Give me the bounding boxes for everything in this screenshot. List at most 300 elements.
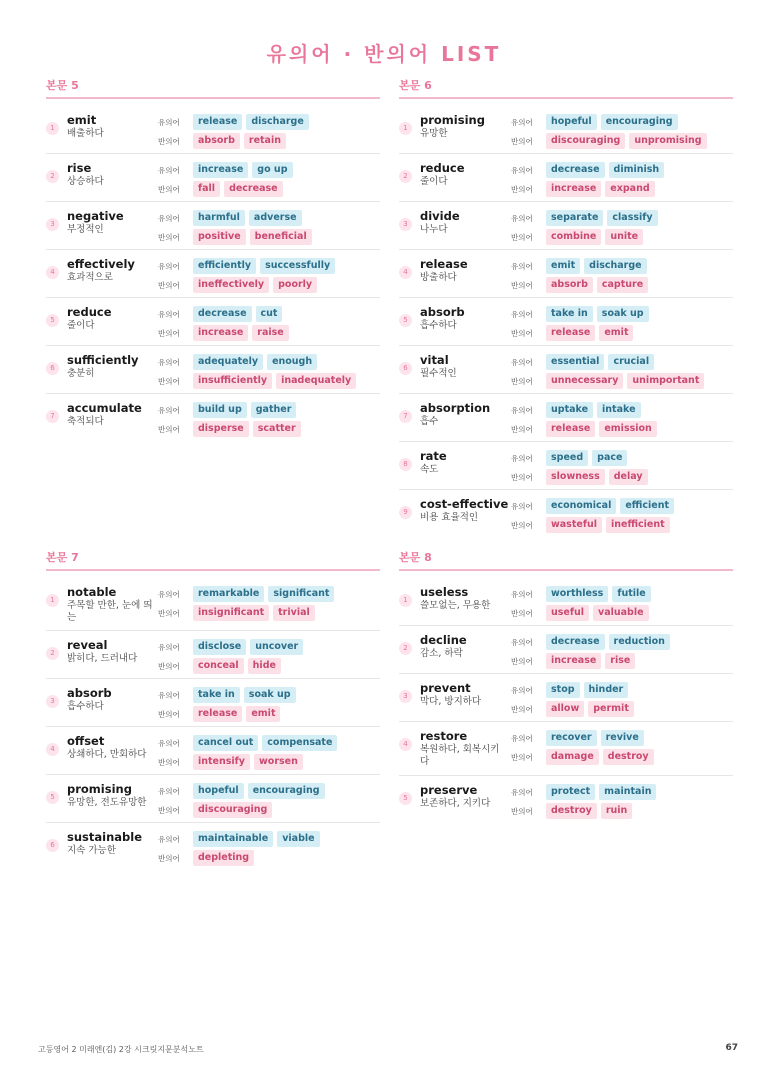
vocab-entry	[46, 106, 380, 154]
word-block	[420, 161, 508, 188]
synonym-chip: crucial	[608, 354, 654, 370]
headword: absorb	[420, 305, 465, 319]
antonym-chip: ruin	[601, 803, 632, 819]
antonym-chip: unpromising	[629, 133, 706, 149]
headword: divide	[420, 209, 460, 223]
vocab-entry	[46, 154, 380, 202]
antonym-label: 반의어	[511, 424, 533, 434]
korean-meaning: 상승하다	[67, 176, 104, 187]
synonym-chip: stop	[546, 682, 580, 698]
entry-number-badge: 5	[399, 792, 412, 805]
headword: accumulate	[67, 401, 142, 415]
entry-number-badge: 1	[46, 594, 59, 607]
entry-number-badge: 3	[399, 218, 412, 231]
vocab-entry	[46, 346, 380, 394]
antonym-row	[158, 658, 285, 674]
synonym-chip: speed	[546, 450, 588, 466]
entry-number-badge: 3	[46, 218, 59, 231]
word-block	[420, 729, 508, 768]
entry-number-badge: 2	[46, 647, 59, 660]
antonym-label: 반의어	[158, 661, 180, 671]
antonym-label: 반의어	[158, 853, 180, 863]
synonym-row	[158, 831, 324, 847]
antonym-chip: insignificant	[193, 605, 269, 621]
footer-book-title: 고등영어 2 미래엔(김) 2강 시크릿지문분석노트	[38, 1045, 204, 1054]
korean-meaning: 효과적으로	[67, 272, 113, 283]
antonym-chip: emit	[599, 325, 633, 341]
synonym-chip: discharge	[246, 114, 308, 130]
korean-meaning: 흡수하다	[67, 701, 104, 712]
synonym-label: 유의어	[158, 261, 180, 271]
synonym-chip: pace	[592, 450, 627, 466]
antonym-label: 반의어	[158, 376, 180, 386]
synonym-chip: essential	[546, 354, 604, 370]
antonym-label: 반의어	[511, 520, 533, 530]
section-header: 본문 5	[46, 79, 380, 99]
antonym-label: 반의어	[158, 608, 180, 618]
entry-number-badge: 1	[46, 122, 59, 135]
synonym-row	[158, 114, 313, 130]
headword: negative	[67, 209, 124, 223]
antonym-chip: release	[546, 421, 595, 437]
synonym-chip: discharge	[584, 258, 646, 274]
antonym-chip: permit	[588, 701, 634, 717]
antonym-row	[158, 421, 305, 437]
synonym-row	[158, 162, 297, 178]
synonym-label: 유의어	[158, 690, 180, 700]
antonym-chip: increase	[546, 181, 601, 197]
word-block	[67, 585, 155, 624]
headword: sufficiently	[67, 353, 139, 367]
antonym-chip: emit	[246, 706, 280, 722]
word-block	[420, 305, 508, 332]
synonym-label: 유의어	[158, 357, 180, 367]
synonym-label: 유의어	[511, 787, 533, 797]
headword: rise	[67, 161, 92, 175]
synonym-row	[511, 258, 651, 274]
synonym-chip: enough	[267, 354, 317, 370]
synonym-chip: decrease	[193, 306, 252, 322]
synonym-label: 유의어	[511, 501, 533, 511]
word-block	[420, 113, 508, 140]
synonym-chip: successfully	[260, 258, 335, 274]
synonym-label: 유의어	[511, 685, 533, 695]
antonym-row	[511, 325, 637, 341]
synonym-chip: go up	[252, 162, 292, 178]
word-block	[67, 305, 155, 332]
antonym-chip: allow	[546, 701, 584, 717]
antonym-row	[158, 802, 276, 818]
entry-number-badge: 2	[46, 170, 59, 183]
antonym-chip: scatter	[253, 421, 301, 437]
synonym-row	[511, 114, 682, 130]
antonym-chip: destroy	[546, 803, 597, 819]
entry-number-badge: 6	[46, 362, 59, 375]
headword: absorption	[420, 401, 491, 415]
korean-meaning: 흡수	[420, 416, 439, 427]
synonym-chip: release	[193, 114, 242, 130]
page-title: 유의어 · 반의어 LIST	[266, 42, 502, 66]
antonym-row	[511, 517, 674, 533]
vocab-entry	[399, 490, 733, 538]
antonym-label: 반의어	[511, 608, 533, 618]
antonym-chip: discouraging	[546, 133, 625, 149]
antonym-row	[511, 133, 711, 149]
headword: absorb	[67, 686, 112, 700]
vocab-entry	[399, 722, 733, 776]
vocab-entry	[46, 631, 380, 679]
synonym-chip: build up	[193, 402, 247, 418]
synonym-chip: efficient	[620, 498, 674, 514]
antonym-label: 반의어	[511, 184, 533, 194]
antonym-chip: release	[193, 706, 242, 722]
synonym-row	[158, 354, 321, 370]
antonym-row	[511, 373, 708, 389]
headword: useless	[420, 585, 469, 599]
word-block	[67, 113, 155, 140]
word-block	[420, 401, 508, 428]
antonym-chip: beneficial	[250, 229, 312, 245]
synonym-chip: revive	[601, 730, 644, 746]
korean-meaning: 막다, 방지하다	[420, 696, 482, 707]
antonym-label: 반의어	[158, 280, 180, 290]
headword: decline	[420, 633, 467, 647]
korean-meaning: 부정적인	[67, 224, 104, 235]
synonym-chip: uptake	[546, 402, 593, 418]
headword: prevent	[420, 681, 471, 695]
synonym-chip: take in	[546, 306, 593, 322]
vocab-entry	[46, 679, 380, 727]
antonym-chip: worsen	[254, 754, 303, 770]
korean-meaning: 충분히	[67, 368, 95, 379]
antonym-row	[158, 605, 319, 621]
korean-meaning: 줄이다	[420, 176, 448, 187]
antonym-label: 반의어	[511, 232, 533, 242]
word-block	[67, 782, 155, 809]
synonym-chip: disclose	[193, 639, 246, 655]
word-block	[420, 257, 508, 284]
antonym-chip: release	[546, 325, 595, 341]
synonym-chip: economical	[546, 498, 616, 514]
headword: reveal	[67, 638, 108, 652]
entry-number-badge: 1	[399, 122, 412, 135]
korean-meaning: 비용 효율적인	[420, 512, 479, 523]
synonym-label: 유의어	[158, 589, 180, 599]
entry-list	[46, 578, 380, 871]
synonym-chip: hopeful	[193, 783, 244, 799]
synonym-label: 유의어	[511, 733, 533, 743]
headword: reduce	[67, 305, 112, 319]
synonym-chip: diminish	[609, 162, 665, 178]
entry-number-badge: 5	[399, 314, 412, 327]
synonym-row	[511, 450, 631, 466]
antonym-row	[511, 605, 653, 621]
headword: promising	[67, 782, 132, 796]
korean-meaning: 속도	[420, 464, 439, 475]
antonym-row	[511, 469, 652, 485]
antonym-label: 반의어	[511, 704, 533, 714]
synonym-label: 유의어	[511, 261, 533, 271]
antonym-label: 반의어	[158, 328, 180, 338]
antonym-chip: emission	[599, 421, 656, 437]
word-block	[67, 401, 155, 428]
synonym-row	[511, 354, 658, 370]
synonym-chip: separate	[546, 210, 603, 226]
synonym-chip: take in	[193, 687, 240, 703]
word-block	[67, 734, 155, 761]
word-block	[420, 681, 508, 708]
antonym-row	[158, 181, 287, 197]
antonym-chip: capture	[597, 277, 648, 293]
synonym-row	[511, 306, 653, 322]
korean-meaning: 상쇄하다, 만회하다	[67, 749, 147, 760]
word-block	[420, 497, 508, 524]
vocab-entry	[399, 106, 733, 154]
vocab-entry	[399, 250, 733, 298]
synonym-chip: adverse	[249, 210, 302, 226]
antonym-row	[158, 133, 290, 149]
antonym-row	[511, 749, 658, 765]
korean-meaning: 감소, 하락	[420, 648, 463, 659]
korean-meaning: 보존하다, 지키다	[420, 798, 491, 809]
synonym-row	[511, 402, 645, 418]
antonym-label: 반의어	[158, 232, 180, 242]
synonym-row	[511, 730, 648, 746]
antonym-chip: fall	[193, 181, 220, 197]
vocab-entry	[46, 823, 380, 871]
entry-number-badge: 1	[399, 594, 412, 607]
word-block	[67, 209, 155, 236]
synonym-row	[158, 586, 338, 602]
word-block	[67, 686, 155, 713]
synonym-row	[158, 783, 329, 799]
synonym-chip: worthless	[546, 586, 608, 602]
headword: promising	[420, 113, 485, 127]
korean-meaning: 주목할 만한, 눈에 띄는	[67, 600, 153, 623]
headword: offset	[67, 734, 105, 748]
headword: reduce	[420, 161, 465, 175]
antonym-row	[158, 706, 284, 722]
vocab-entry	[399, 674, 733, 722]
vocab-entry	[399, 776, 733, 824]
antonym-chip: combine	[546, 229, 601, 245]
headword: rate	[420, 449, 447, 463]
antonym-chip: valuable	[593, 605, 649, 621]
synonym-chip: increase	[193, 162, 248, 178]
korean-meaning: 방출하다	[420, 272, 457, 283]
vocab-entry	[399, 346, 733, 394]
antonym-chip: destroy	[603, 749, 654, 765]
synonym-chip: gather	[251, 402, 297, 418]
synonym-row	[158, 402, 300, 418]
synonym-chip: maintainable	[193, 831, 273, 847]
entry-number-badge: 3	[46, 695, 59, 708]
antonym-row	[158, 850, 258, 866]
entry-list	[399, 106, 733, 538]
page-number: 67	[725, 1043, 738, 1053]
headword: effectively	[67, 257, 135, 271]
antonym-label: 반의어	[158, 805, 180, 815]
entry-number-badge: 2	[399, 170, 412, 183]
antonym-row	[158, 325, 293, 341]
synonym-label: 유의어	[511, 589, 533, 599]
vocab-entry	[46, 298, 380, 346]
synonym-label: 유의어	[511, 213, 533, 223]
synonym-chip: reduction	[609, 634, 670, 650]
antonym-label: 반의어	[158, 136, 180, 146]
vocab-entry	[399, 626, 733, 674]
antonym-chip: inefficient	[606, 517, 670, 533]
entry-number-badge: 4	[46, 266, 59, 279]
synonym-chip: uncover	[250, 639, 303, 655]
synonym-chip: protect	[546, 784, 595, 800]
section-passage-8	[399, 551, 733, 824]
synonym-label: 유의어	[511, 453, 533, 463]
vocab-entry	[46, 578, 380, 631]
synonym-label: 유의어	[158, 117, 180, 127]
antonym-chip: unnecessary	[546, 373, 623, 389]
section-header: 본문 7	[46, 551, 380, 571]
synonym-row	[511, 586, 655, 602]
korean-meaning: 밝히다, 드러내다	[67, 653, 138, 664]
synonym-chip: soak up	[597, 306, 649, 322]
antonym-row	[511, 229, 647, 245]
korean-meaning: 유망한	[420, 128, 448, 139]
entry-number-badge: 7	[399, 410, 412, 423]
synonym-row	[511, 682, 632, 698]
synonym-chip: intake	[597, 402, 640, 418]
antonym-label: 반의어	[158, 709, 180, 719]
synonym-chip: futile	[612, 586, 650, 602]
antonym-row	[511, 803, 636, 819]
synonym-chip: classify	[607, 210, 657, 226]
synonym-chip: hinder	[584, 682, 629, 698]
word-block	[420, 353, 508, 380]
entry-list	[46, 106, 380, 442]
synonym-row	[158, 210, 306, 226]
synonym-label: 유의어	[158, 738, 180, 748]
section-passage-6	[399, 79, 733, 538]
vocab-entry	[46, 775, 380, 823]
synonym-chip: compensate	[262, 735, 337, 751]
antonym-row	[511, 701, 638, 717]
synonym-chip: emit	[546, 258, 580, 274]
synonym-chip: harmful	[193, 210, 245, 226]
entry-number-badge: 5	[46, 791, 59, 804]
entry-number-badge: 8	[399, 458, 412, 471]
antonym-label: 반의어	[511, 806, 533, 816]
vocab-entry	[399, 394, 733, 442]
antonym-label: 반의어	[511, 280, 533, 290]
synonym-label: 유의어	[158, 213, 180, 223]
antonym-chip: depleting	[193, 850, 254, 866]
antonym-label: 반의어	[511, 752, 533, 762]
antonym-chip: ineffectively	[193, 277, 269, 293]
word-block	[420, 449, 508, 476]
synonym-row	[158, 639, 307, 655]
synonym-label: 유의어	[158, 834, 180, 844]
synonym-label: 유의어	[158, 786, 180, 796]
headword: sustainable	[67, 830, 142, 844]
synonym-label: 유의어	[158, 165, 180, 175]
antonym-chip: unimportant	[627, 373, 704, 389]
antonym-chip: raise	[252, 325, 288, 341]
word-block	[67, 353, 155, 380]
synonym-chip: cancel out	[193, 735, 258, 751]
antonym-row	[158, 373, 360, 389]
antonym-chip: increase	[193, 325, 248, 341]
word-block	[67, 257, 155, 284]
entry-number-badge: 7	[46, 410, 59, 423]
synonym-chip: recover	[546, 730, 597, 746]
korean-meaning: 복원하다, 회복시키다	[420, 744, 500, 767]
antonym-label: 반의어	[511, 656, 533, 666]
antonym-chip: disperse	[193, 421, 249, 437]
synonym-chip: decrease	[546, 634, 605, 650]
vocab-entry	[399, 578, 733, 626]
antonym-row	[158, 277, 321, 293]
word-block	[67, 638, 155, 665]
vocab-entry	[46, 394, 380, 442]
synonym-label: 유의어	[511, 357, 533, 367]
antonym-row	[511, 653, 639, 669]
synonym-label: 유의어	[511, 117, 533, 127]
section-header: 본문 8	[399, 551, 733, 571]
synonym-chip: efficiently	[193, 258, 256, 274]
vocab-entry	[399, 154, 733, 202]
antonym-row	[511, 181, 659, 197]
korean-meaning: 유망한, 전도유망한	[67, 797, 147, 808]
synonym-chip: hopeful	[546, 114, 597, 130]
headword: notable	[67, 585, 117, 599]
vocab-entry	[399, 298, 733, 346]
vocab-entry	[46, 250, 380, 298]
entry-list	[399, 578, 733, 824]
entry-number-badge: 4	[46, 743, 59, 756]
synonym-chip: encouraging	[601, 114, 678, 130]
entry-number-badge: 6	[46, 839, 59, 852]
entry-number-badge: 3	[399, 690, 412, 703]
antonym-label: 반의어	[158, 757, 180, 767]
antonym-chip: increase	[546, 653, 601, 669]
korean-meaning: 흡수하다	[420, 320, 457, 331]
headword: cost-effective	[420, 497, 509, 511]
synonym-row	[158, 306, 286, 322]
antonym-chip: hide	[248, 658, 281, 674]
antonym-chip: unite	[605, 229, 643, 245]
korean-meaning: 나누다	[420, 224, 448, 235]
antonym-label: 반의어	[511, 472, 533, 482]
korean-meaning: 축적되다	[67, 416, 104, 427]
synonym-row	[511, 498, 678, 514]
antonym-chip: positive	[193, 229, 246, 245]
entry-number-badge: 4	[399, 738, 412, 751]
synonym-label: 유의어	[511, 405, 533, 415]
antonym-chip: expand	[605, 181, 654, 197]
section-passage-7	[46, 551, 380, 871]
vocab-entry	[399, 442, 733, 490]
synonym-chip: maintain	[599, 784, 656, 800]
korean-meaning: 필수적인	[420, 368, 457, 379]
synonym-chip: significant	[268, 586, 334, 602]
word-block	[420, 209, 508, 236]
synonym-row	[511, 162, 668, 178]
synonym-row	[158, 735, 341, 751]
section-header: 본문 6	[399, 79, 733, 99]
antonym-label: 반의어	[511, 136, 533, 146]
antonym-chip: useful	[546, 605, 589, 621]
antonym-chip: retain	[244, 133, 286, 149]
